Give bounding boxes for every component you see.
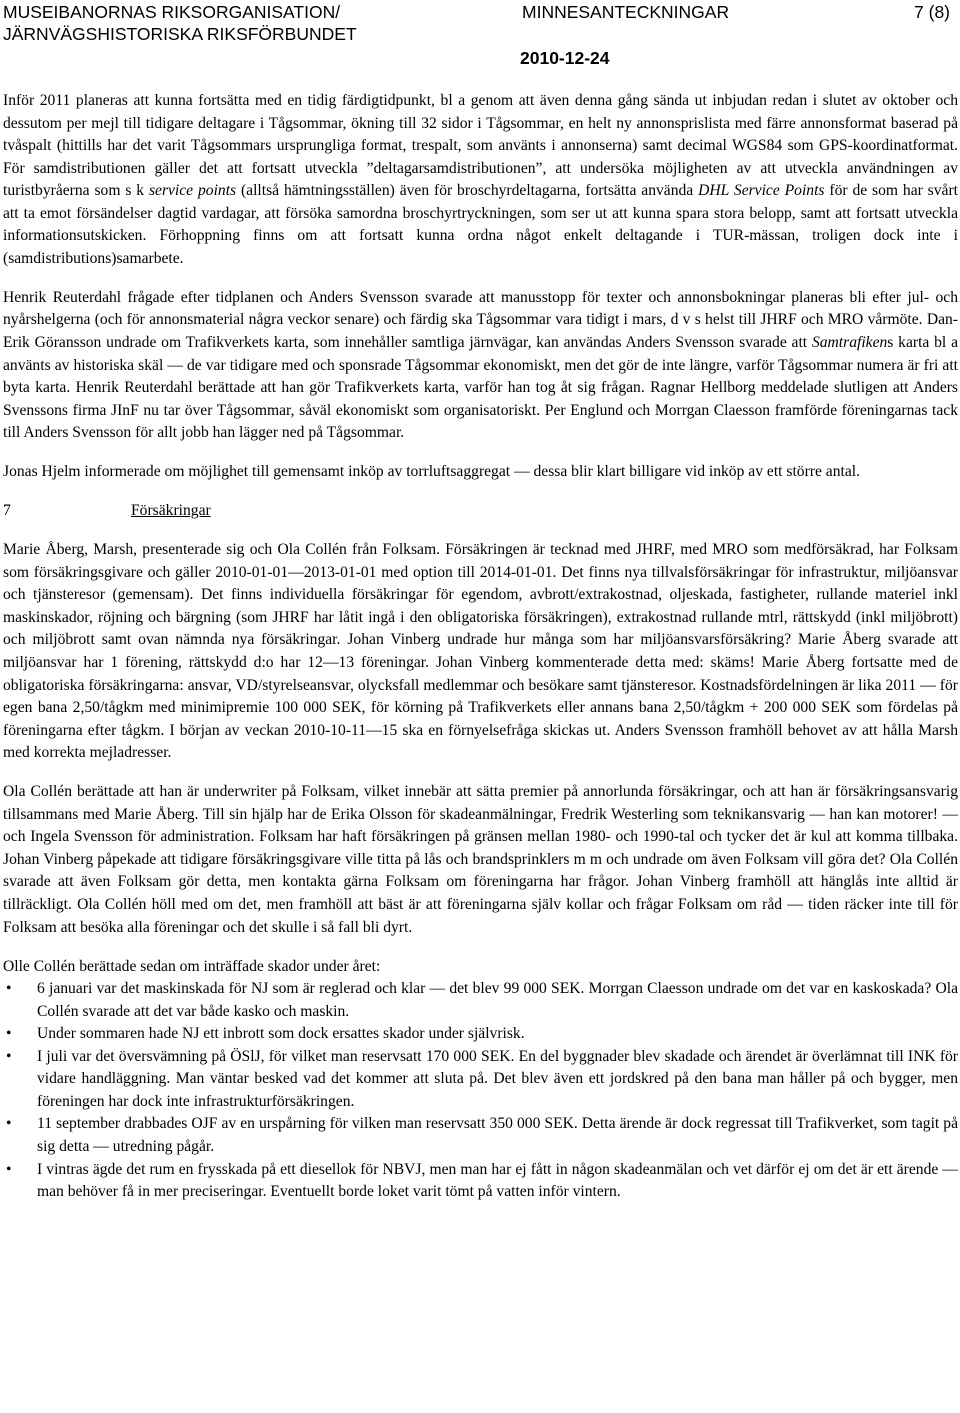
list-item	[3, 1159, 958, 1204]
document-body	[3, 90, 958, 1204]
bullet-icon: •	[6, 1160, 12, 1178]
page-number: 7 (8)	[914, 2, 950, 22]
paragraph-timeline-discussion: Henrik Reuterdahl frågade efter tidplanen och Anders Svensson svarade att manusstopp för texter och annonsbokningar planeras bli efter jul- och nyårshelgerna (och för annonsmaterial några veckor senare) och färdig ska Tågsommar vara tidigt i mars, d v s helst till JHRF och MRO vårmöte. Dan-Erik Göransson undrade om Trafikverkets karta, som innehåller samtliga järnvägar, kan användas Anders Svensson svarade att Samtrafikens karta bl a använts av historiska skäl — de var tidigare med och sponsrade Tågsommar ekonomiskt, men det gör de inte längre, varför Tågsommar numera är fri att byta karta. Henrik Reuterdahl berättade att han gör Trafikverkets karta, varför han tog åt sig frågan. Ragnar Hellborg meddelade slutligen att Anders Svenssons firma JInF nu tar över Tågsommar, såväl ekonomiskt som organisatoriskt. Per Englund och Morrgan Claesson framförde föreningarnas tack till Anders Svensson för allt jobb han lägger ned på Tågsommar.	[3, 288, 958, 442]
bullet-icon: •	[6, 980, 12, 998]
paragraph-insurance-overview: Marie Åberg, Marsh, presenterade sig och Ola Collén från Folksam. Försäkringen är tecknad med JHRF, med MRO som medförsäkrad, har Folksam som försäkringsgivare och gäller 2010-01-01—2013-01-01 med option till 2014-01-01. Det finns nya tillvalsförsäkringar för infrastruktur, miljöansvar och tjänsteresor (gemensam). Det finns individuella försäkringar för egendom, avbrott/extrakostnad, oljeskada, fastigheter, rullande materiel inkl maskinskador, röjning och bärgning (som JHRF har låtit ingå i den obligatoriska försäkringen), extrakostnad rullande mtrl, rättskydd (inkl miljöbrott) och miljöbrott samt ovan nämnda nya försäkringar. Johan Vinberg undrade hur många som har miljöansvarsförsäkring? Marie Åberg svarade att miljöansvar har 1 förening, rättskydd d:o har 12—13 föreningar. Johan Vinberg kommenterade detta med: skäms! Marie Åberg fortsatte med de obligatoriska försäkringarna: ansvar, VD/styrelseansvar, olycksfall medlemmar och besökare samt tjänsteresor. Kostnadsfördelningen är lika 2011 — för egen bana 2,50/tågkm med minimipremie 100 000 SEK, för körning på Trafikverkets eller annans bana 2,50/tågkm + 200 000 SEK som fördelas på föreningarna efter tågkm. I början av veckan 2010-10-11—15 ska en förnyelsefråga skickas ut. Anders Svensson framhöll behovet av att hålla Marsh med korrekta mejladresser.	[3, 541, 958, 762]
organization-name-line-1: MUSEIBANORNAS RIKSORGANISATION/	[3, 2, 341, 22]
paragraph-dehumidifier: Jonas Hjelm informerade om möjlighet till gemensamt inköp av torrluftsaggregat — dessa blir klart billigare vid inköp av ett större antal.	[3, 463, 861, 481]
damages-intro: Olle Collén berättade sedan om inträffade skador under året:	[3, 957, 381, 975]
paragraph-tagsommar-plans: Inför 2011 planeras att kunna fortsätta med en tidig färdigtidpunkt, bl a genom att även denna gång sända ut inbjudan redan i slutet av oktober och dessutom per mejl till tidigare deltagare i Tågsommar, ökning till 32 sidor i Tågsommar, en helt ny annonsprislista med färre annonsformat baserad på tvåspalt (hittills har det varit Tågsommars ursprungliga format, trespalt, som använts i annonserna) samt decimal WGS84 som GPS-koordinatformat. För samdistributionen gäller det att fortsatt utveckla ”deltagarsamdistributionen”, att undersöka möjligheten av att utveckla användningen av turistbyråerna som s k service points (alltså hämtningsställen) även för broschyrdeltagarna, fortsätta använda DHL Service Points för de som har svårt att ta emot försändelser dagtid vardagar, att försöka samordna broschyrtryckningen, som ser ut att kunna spara stora belopp, samt att fortsatt utveckla informationsutskicken. Förhoppning finns om att fortsatt kunna ordna något enkelt deltagande i TUR-mässan, troligen dock inte i (samdistributions)samarbete.	[3, 92, 958, 267]
document-date: 2010-12-24	[520, 48, 610, 68]
document-header	[0, 0, 960, 70]
section-title: Försäkringar	[131, 502, 211, 520]
section-number: 7	[3, 502, 11, 520]
list-item-text: Under sommaren hade NJ ett inbrott som dock ersattes skador under självrisk.	[37, 1025, 525, 1043]
organization-name-line-2: JÄRNVÄGSHISTORISKA RIKSFÖRBUNDET	[3, 24, 357, 44]
list-item-text: I vintras ägde det rum en frysskada på ett diesellok för NBVJ, men man har ej fått in någon skadeanmälan och vet därför ej om det är ett ärende — man behöver få in mer preciseringar. Eventuellt borde loket varit tömt på vatten inför vintern.	[37, 1160, 958, 1201]
document-type: MINNESANTECKNINGAR	[522, 2, 730, 22]
list-item	[3, 978, 958, 1023]
bullet-icon: •	[6, 1025, 12, 1043]
list-item-text: 6 januari var det maskinskada för NJ som är reglerad och klar — det blev 99 000 SEK. Morrgan Claesson undrade om det var en kaskoskada? Ola Collén svarade att det var både kasko och maskin.	[37, 980, 958, 1020]
section-heading	[3, 500, 958, 523]
list-item-text: I juli var det översvämning på ÖSlJ, för vilket man reservsatt 170 000 SEK. En del byggnader blev skadade och ärendet är överlämnat till INK för vidare handläggning. Man väntar besked vad det kommer att sluta på. Det blev även ett jordskred på den bana man håller på och bygger, men föreningen har dock inte infrastrukturförsäkringen.	[37, 1047, 958, 1110]
bullet-icon: •	[6, 1047, 12, 1065]
list-item	[3, 1046, 958, 1114]
list-item	[3, 1113, 958, 1158]
list-item-text: 11 september drabbades OJF av en urspårning för vilken man reservsatt 350 000 SEK. Detta ärende är dock regressat till Trafikverket, som tagit på sig detta — utredning pågår.	[37, 1115, 958, 1155]
bullet-icon: •	[6, 1115, 12, 1133]
paragraph-folksam-intro: Ola Collén berättade att han är underwriter på Folksam, vilket innebär att sätta premier på annorlunda försäkringar, och att han är försäkringsansvarig tillsammans med Marie Åberg. Till sin hjälp har de Erika Olsson för skadeanmälningar, Fredrik Westerling som teknikansvarig — han kan motorer! — och Ingela Svensson för administration. Folksam har haft försäkringen på gränsen mellan 1980- och 1990-tal och tycker det är kul att komma tillbaka. Johan Vinberg påpekade att tidigare försäkringsgivare ville titta på lås och brandsprinklers m m och undrade om även Folksam vill göra det? Ola Collén svarade att även Folksam gör detta, men kontakta gärna Folksam om föreningarna har frågor. Johan Vinberg framhöll att hänglås inte alltid är tillräckligt. Ola Collén höll med om det, men framhöll att bäst är att föreningarna själv kollar och frågar Folksam om råd — tiden räcker inte till för Folksam att besöka alla föreningar och det skulle i så fall bli dyrt.	[3, 783, 958, 936]
damages-list	[3, 978, 958, 1203]
list-item	[3, 1023, 958, 1046]
